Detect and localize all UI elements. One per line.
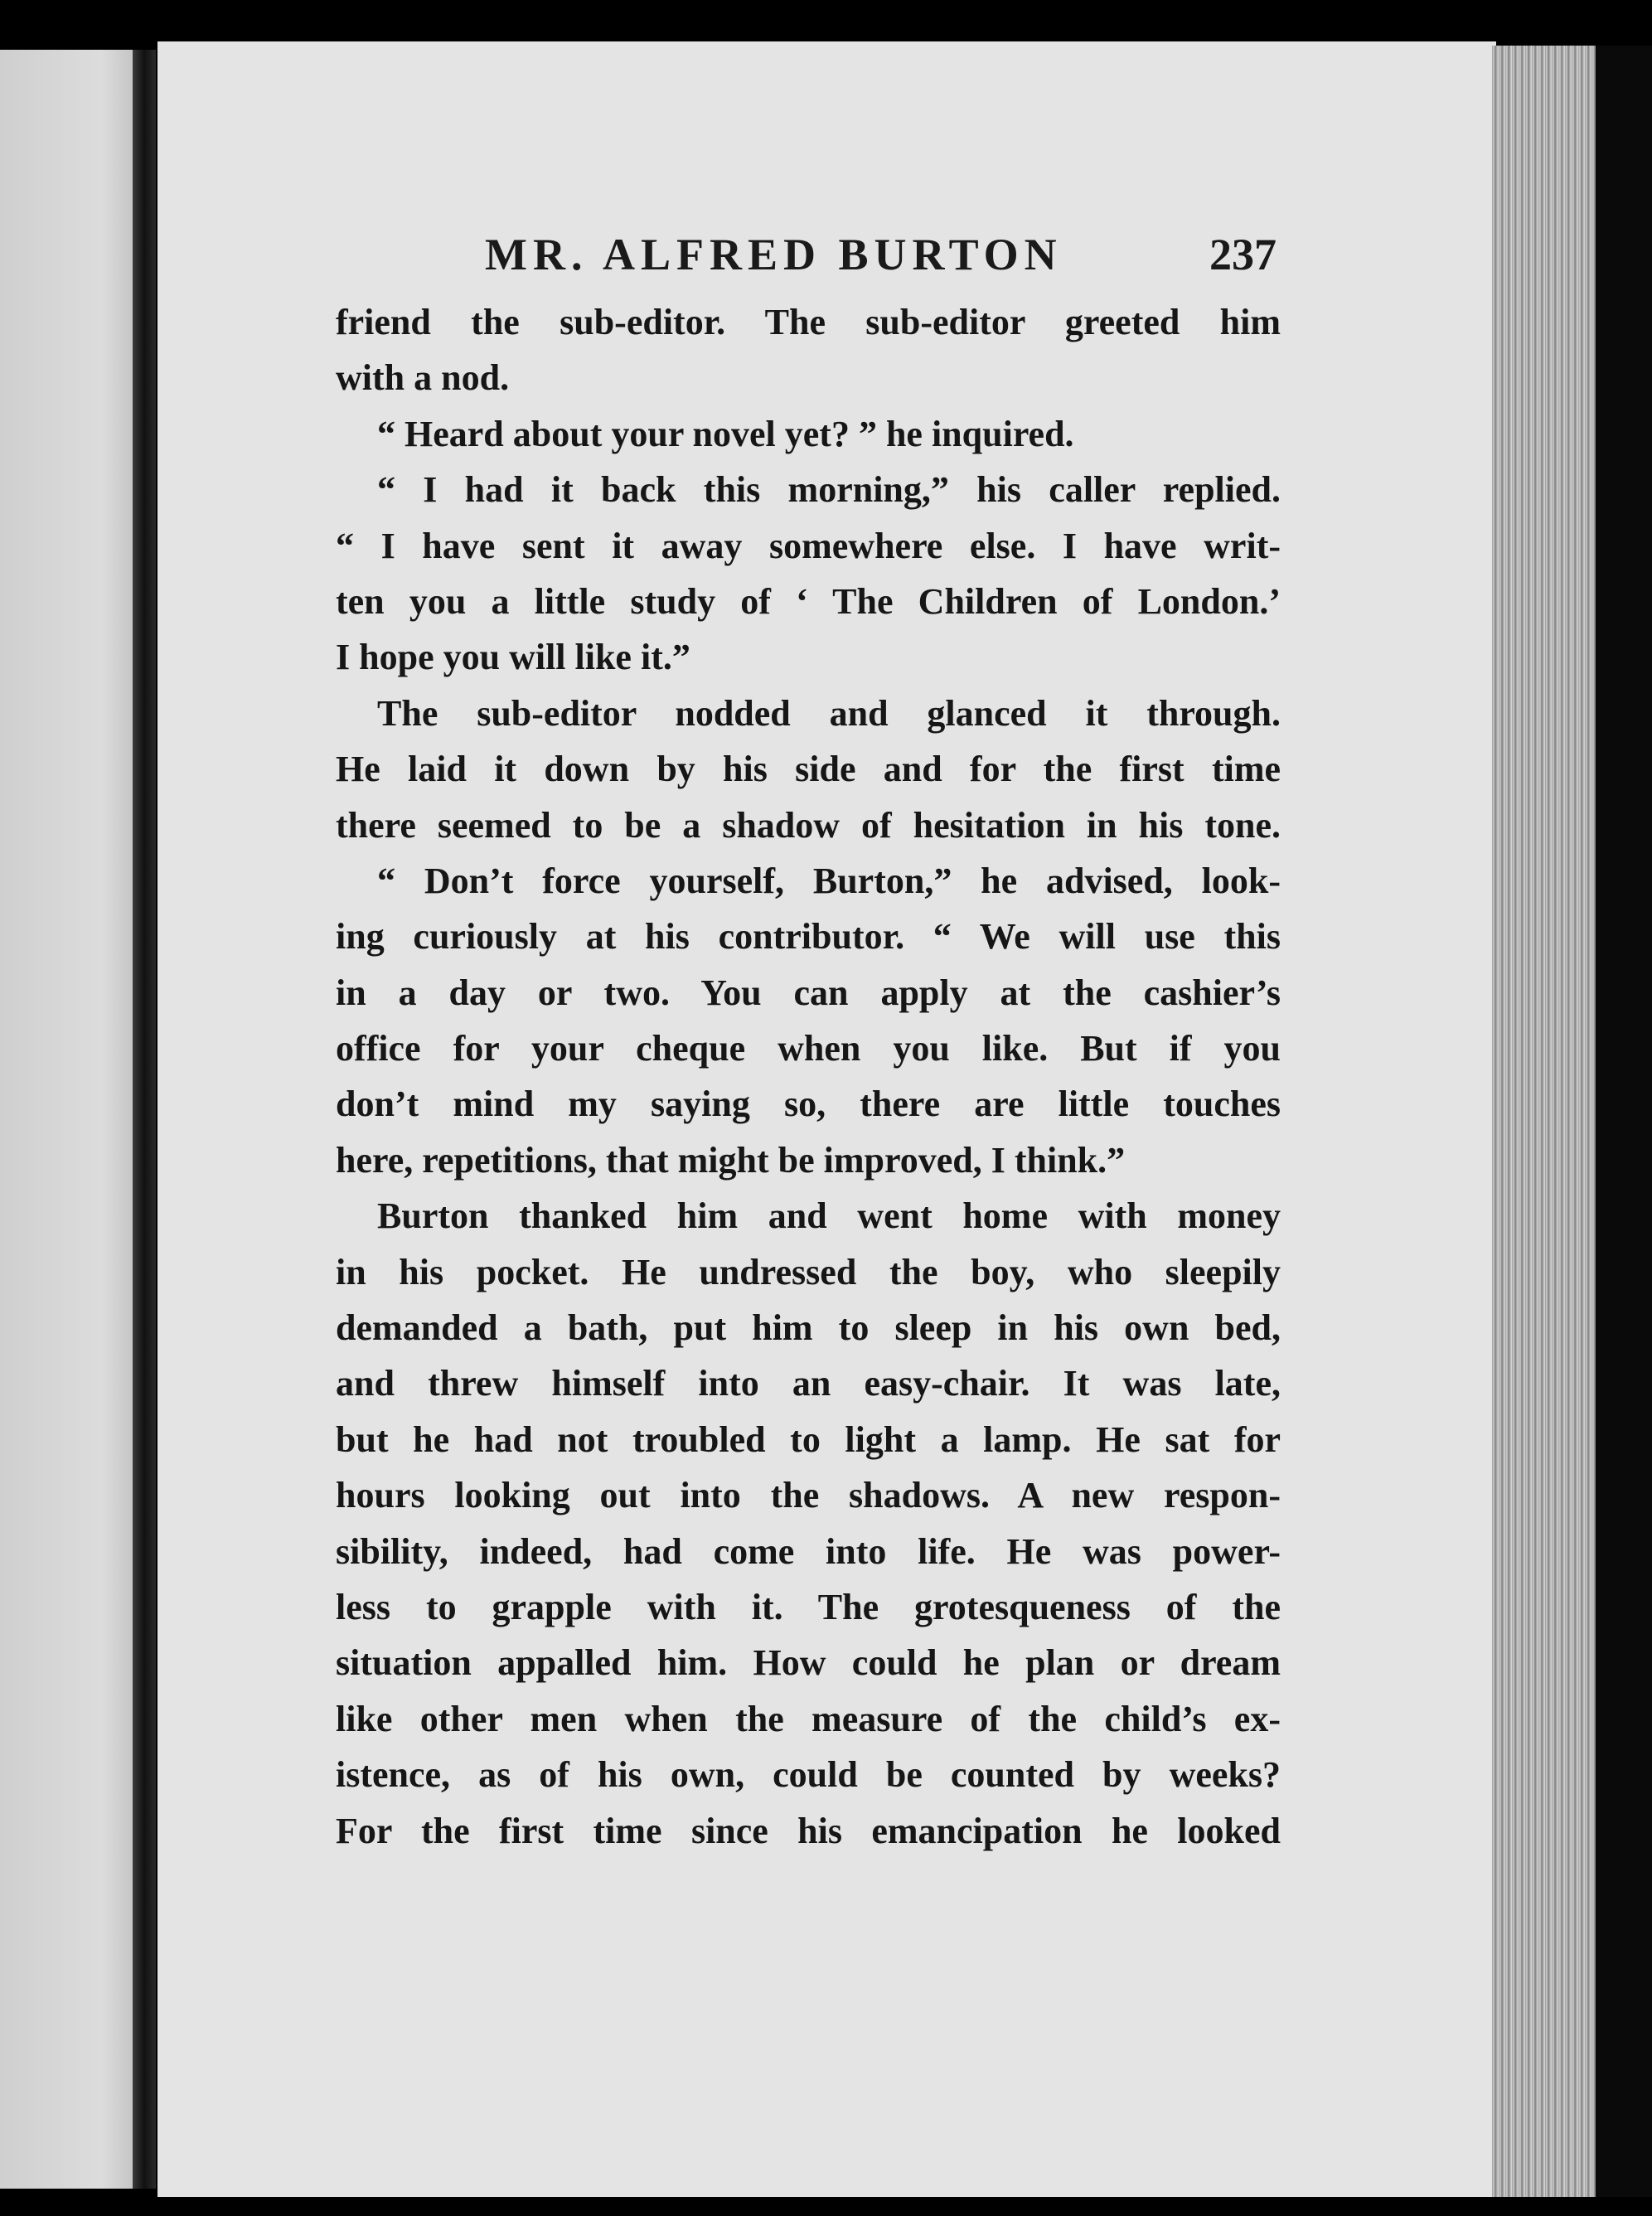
text-line: in his pocket. He undressed the boy, who sleepily	[336, 1251, 1281, 1292]
body-text	[336, 294, 1281, 1859]
text-line: “ I had it back this morning,” his caller replied.	[377, 469, 1281, 511]
text-line: with a nod.	[336, 357, 510, 399]
text-line: office for your cheque when you like. But if you	[336, 1028, 1281, 1069]
text-line: and threw himself into an easy-chair. It was late,	[336, 1363, 1281, 1404]
text-line: sibility, indeed, had come into life. He was power-	[336, 1530, 1281, 1572]
text-line: don’t mind my saying so, there are little touches	[336, 1084, 1281, 1125]
text-line: friend the sub-editor. The sub-editor greeted him	[336, 302, 1281, 342]
book-gutter	[133, 50, 156, 2189]
text-line: I hope you will like it.”	[336, 637, 690, 678]
text-line: The sub-editor nodded and glanced it through.	[377, 692, 1281, 734]
scan-border	[1596, 46, 1652, 2197]
text-line: “ I have sent it away somewhere else. I have writ-	[336, 525, 1281, 566]
text-line: there seemed to be a shadow of hesitation in his tone.	[336, 804, 1281, 846]
text-line: Burton thanked him and went home with money	[377, 1195, 1281, 1237]
text-line: He laid it down by his side and for the first time	[336, 749, 1281, 790]
text-line: hours looking out into the shadows. A new respon-	[336, 1475, 1281, 1516]
text-line: “ Heard about your novel yet? ” he inquired.	[377, 413, 1074, 454]
text-line: like other men when the measure of the child’s ex-	[336, 1698, 1281, 1739]
text-line: situation appalled him. How could he plan or dream	[336, 1642, 1281, 1684]
text-line: but he had not troubled to light a lamp. He sat for	[336, 1418, 1281, 1460]
text-line: here, repetitions, that might be improved, I think.”	[336, 1139, 1126, 1181]
text-line: istence, as of his own, could be counted by weeks?	[336, 1754, 1281, 1796]
running-header	[485, 229, 1285, 287]
text-line: “ Don’t force yourself, Burton,” he advised, look-	[377, 860, 1281, 901]
text-line: ten you a little study of ‘ The Children of London.’	[336, 580, 1281, 622]
text-line: For the first time since his emancipation he looked	[336, 1810, 1281, 1851]
facing-page-edge	[0, 50, 145, 2189]
page-number: 237	[1209, 230, 1277, 279]
page-block-edge	[1492, 46, 1596, 2197]
running-title: MR. ALFRED BURTON	[485, 230, 1063, 279]
text-line: less to grapple with it. The grotesqueness of the	[336, 1586, 1281, 1627]
text-line: in a day or two. You can apply at the cashier’s	[336, 972, 1281, 1013]
text-line: demanded a bath, put him to sleep in his own bed,	[336, 1307, 1281, 1349]
text-line: ing curiously at his contributor. “ We will use this	[336, 916, 1281, 958]
